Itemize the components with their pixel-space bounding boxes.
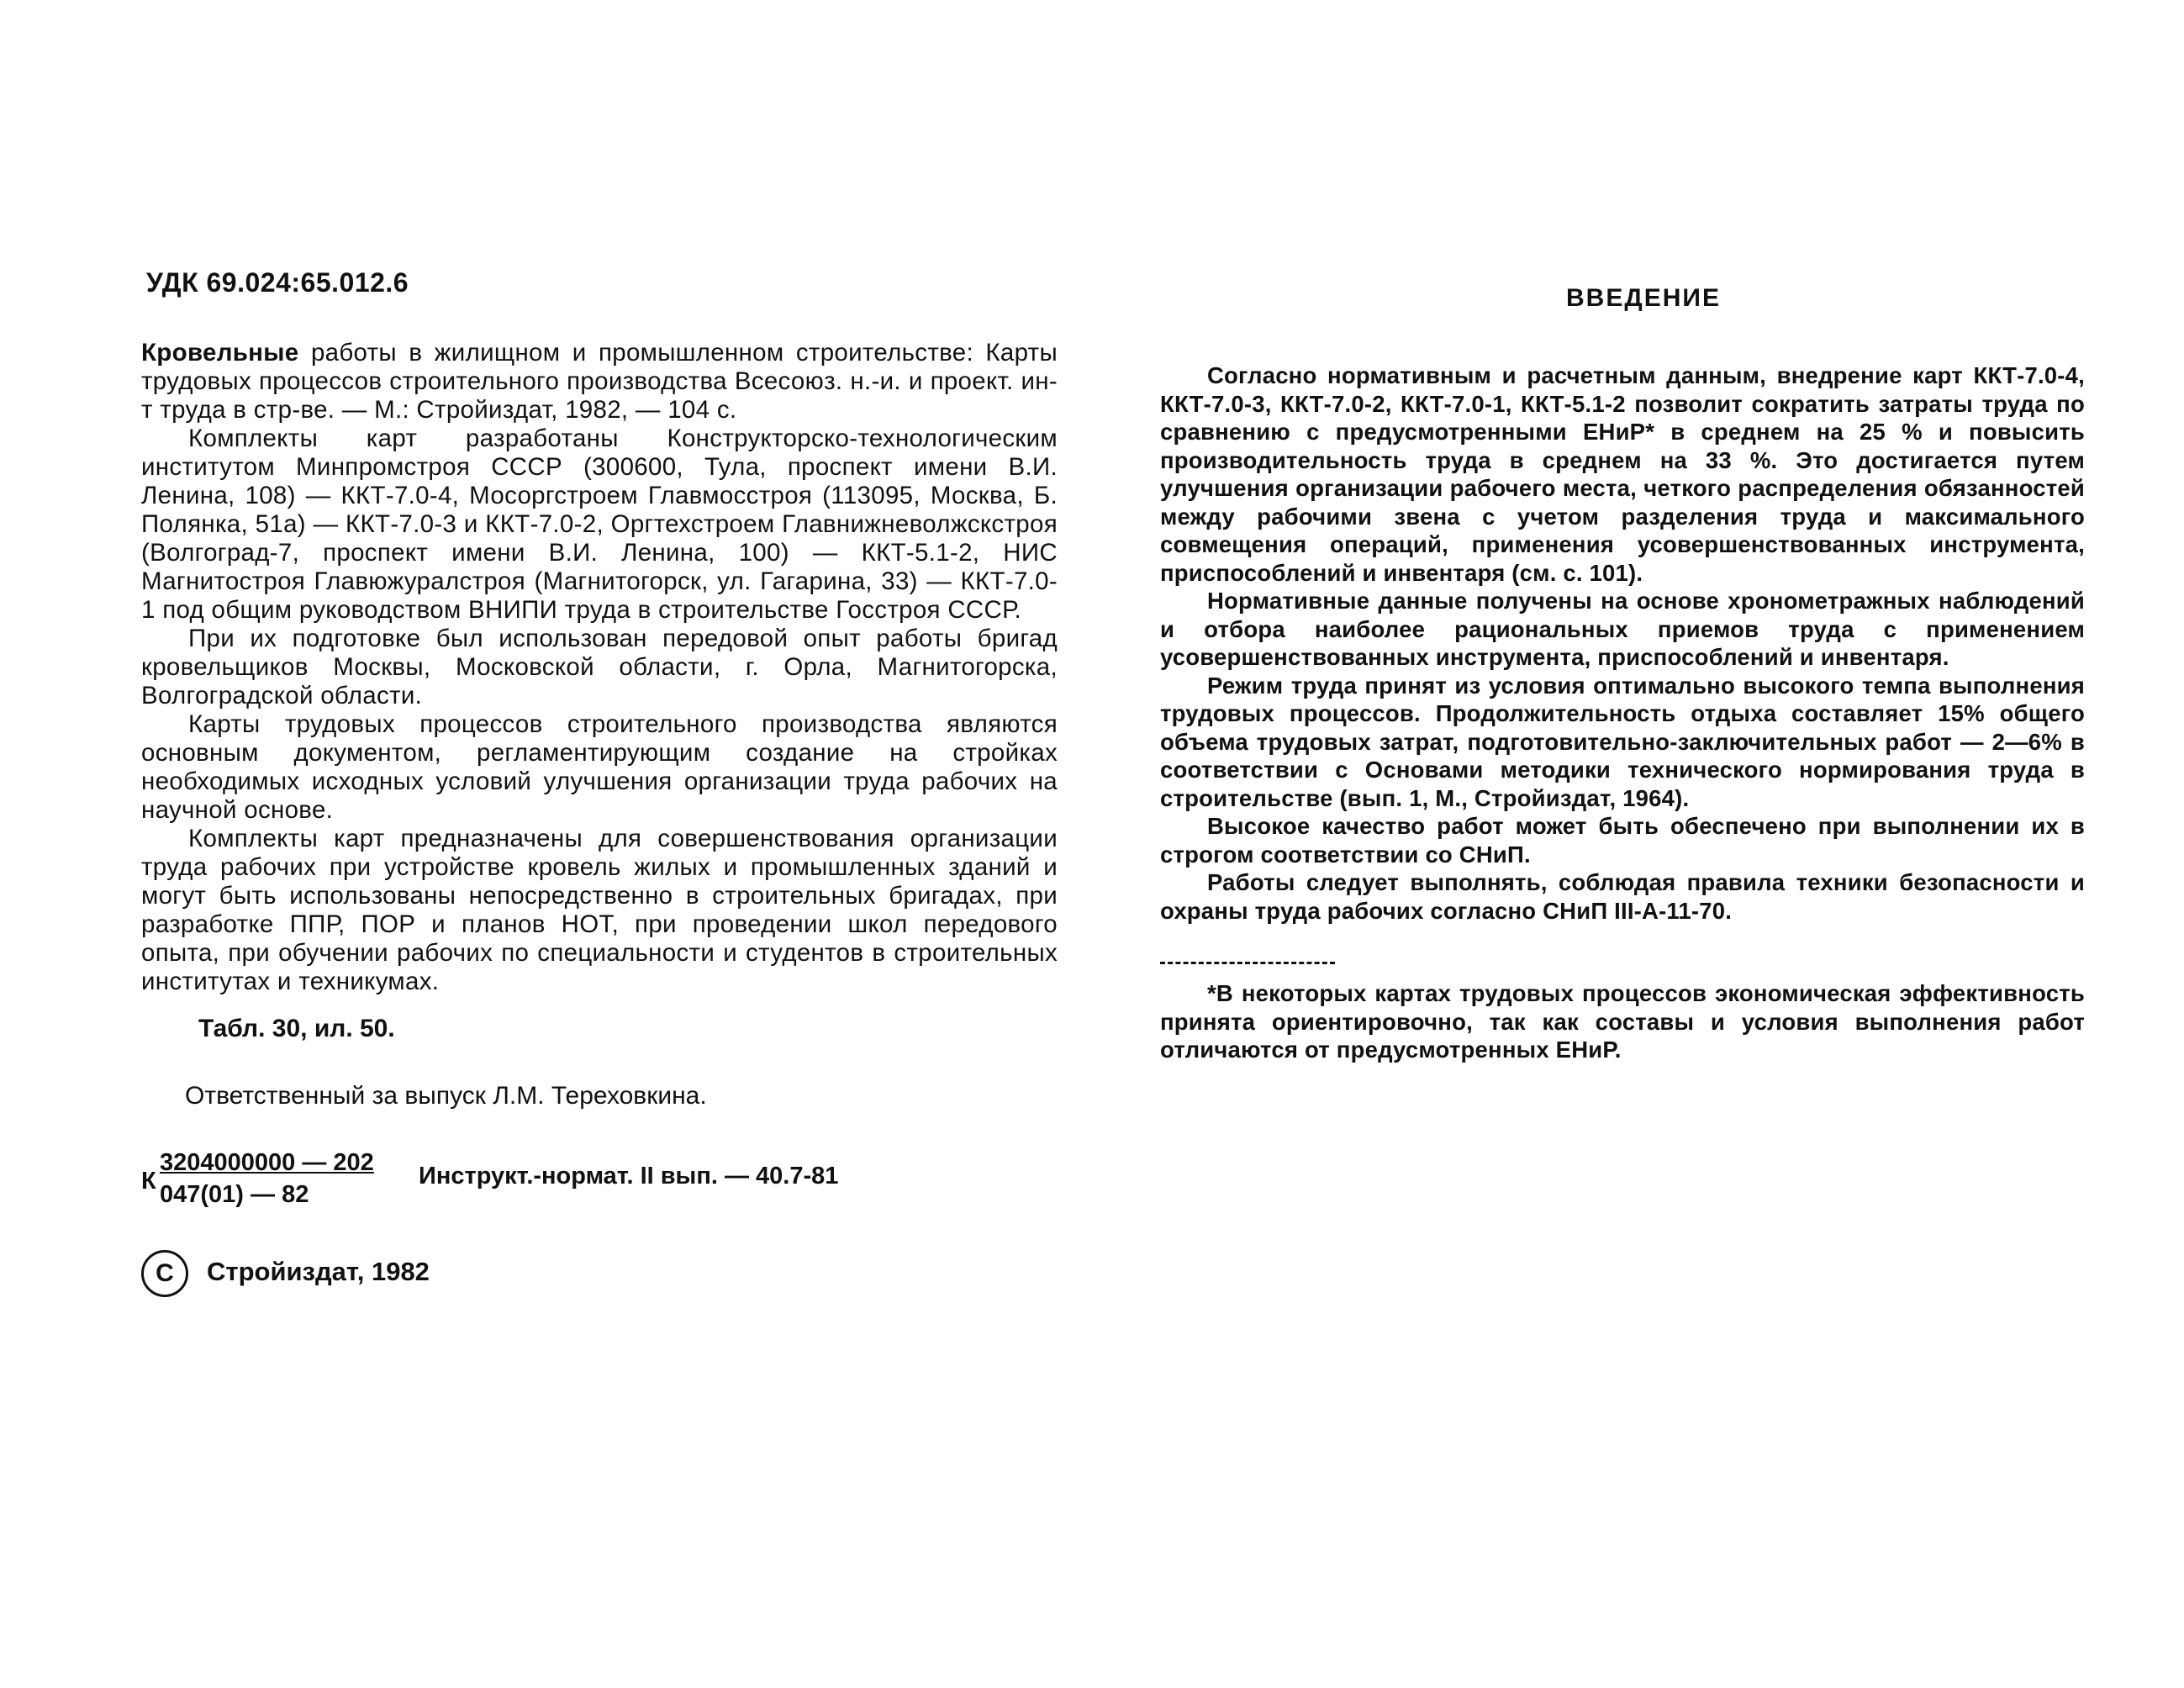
footnote: *В некоторых картах трудовых процессов экономическая эффективность принята ориентировочно, так как составы и условия выполнения работ отличаются от предусмотренных ЕНиР. (1160, 980, 2085, 1063)
intro-paragraph-1: Согласно нормативным и расчетным данным, внедрение карт ККТ-7.0-4, ККТ-7.0-3, ККТ-7.0-2, ККТ-7.0-1, ККТ-5.1-2 позволит сократить затраты труда по сравнению с предусмотренными ЕНиР* в среднем на 25 % и повысить производительность труда в среднем на 33 %. Это достигается путем улучшения организации рабочего места, четкого распределения обязанностей между рабочими звена с учетом разделения труда и максимального совмещения операций, применения усовершенствованных инструмента, приспособлений и инвентаря (см. с. 101). (1160, 362, 2085, 586)
bibliographic-description: работы в жилищном и промышленном строительстве: Карты трудовых процессов строительного производства Всесоюз. н.-и. и проект. ин-т труда в стр-ве. — М.: Стройиздат, 1982, — 104 с. (141, 339, 1058, 424)
section-heading: ВВЕДЕНИЕ (1566, 284, 1721, 312)
right-column (1160, 267, 2085, 1064)
catalog-text: Инструкт.-нормат. II вып. — 40.7-81 (419, 1163, 839, 1190)
paragraph-purpose: Карты трудовых процессов строительного производства являются основным документом, регламентирующим создание на стройках необходимых исходных условий улучшения организации труда рабочих на научной основе. (141, 710, 1058, 824)
footnote-divider (1160, 962, 1335, 964)
copyright-text: Стройиздат, 1982 (207, 1257, 430, 1286)
paragraph-developers: Комплекты карт разработаны Конструкторско-технологическим институтом Минпромстроя СССР (300600, Тула, проспект имени В.И. Ленина, 108) — ККТ-7.0-4, Мосоргстроем Главмосстроя (113095, Москва, Б. Полянка, 51а) — ККТ-7.0-3 и ККТ-7.0-2, Оргтехстроем Главнижневолжскстроя (Волгоград-7, проспект имени В.И. Ленина, 100) — ККТ-5.1-2, НИС Магнитостроя Главюжуралстроя (Магнитогорск, ул. Гагарина, 33) — ККТ-7.0-1 под общим руководством ВНИПИ труда в строительстве Госстроя СССР. (141, 425, 1058, 624)
copyright-icon: С (141, 1250, 188, 1297)
catalog-k: К (141, 1168, 156, 1195)
copyright (141, 1250, 1058, 1300)
catalog-index (141, 1149, 1058, 1216)
intro-paragraph-5: Работы следует выполнять, соблюдая правила техники безопасности и охраны труда рабочих согласно СНиП III-А-11-70. (1160, 869, 2085, 924)
intro-paragraph-3: Режим труда принят из условия оптимально высокого темпа выполнения трудовых процессов. Продолжительность отдыха составляет 15% общего объема трудовых затрат, подготовительно-заключительных работ — 2—6% в соответствии с Основами методики технического нормирования труда в строительстве (вып. 1, М., Стройиздат, 1964). (1160, 672, 2085, 811)
catalog-denominator: 047(01) — 82 (160, 1181, 309, 1208)
catalog-numerator: 3204000000 — 202 (160, 1149, 374, 1176)
paragraph-usage: Комплекты карт предназначены для совершенствования организации труда рабочих при устройстве кровель жилых и промышленных зданий и могут быть использованы непосредственно в строительных бригадах, при разработке ППР, ПОР и планов НОТ, при проведении школ передового опыта, при обучении рабочих по специальности и студентов в строительных институтах и техникумах. (141, 825, 1058, 995)
udk-code: УДК 69.024:65.012.6 (146, 267, 409, 298)
responsible-editor: Ответственный за выпуск Л.М. Тереховкина. (185, 1082, 707, 1110)
bibliographic-title: Кровельные (141, 339, 299, 367)
left-column (141, 267, 1058, 1300)
intro-paragraph-2: Нормативные данные получены на основе хронометражных наблюдений и отбора наиболее рациональных приемов труда с применением усовершенствованных инструмента, приспособлений и инвентаря. (1160, 588, 2085, 670)
intro-paragraph-4: Высокое качество работ может быть обеспечено при выполнении их в строгом соответствии со СНиП. (1160, 813, 2085, 868)
tables-illustrations-count: Табл. 30, ил. 50. (198, 1015, 395, 1042)
paragraph-experience: При их подготовке был использован передовой опыт работы бригад кровельщиков Москвы, Московской области, г. Орла, Магнитогорска, Волгоградской области. (141, 625, 1058, 709)
bibliographic-entry (141, 339, 1058, 425)
